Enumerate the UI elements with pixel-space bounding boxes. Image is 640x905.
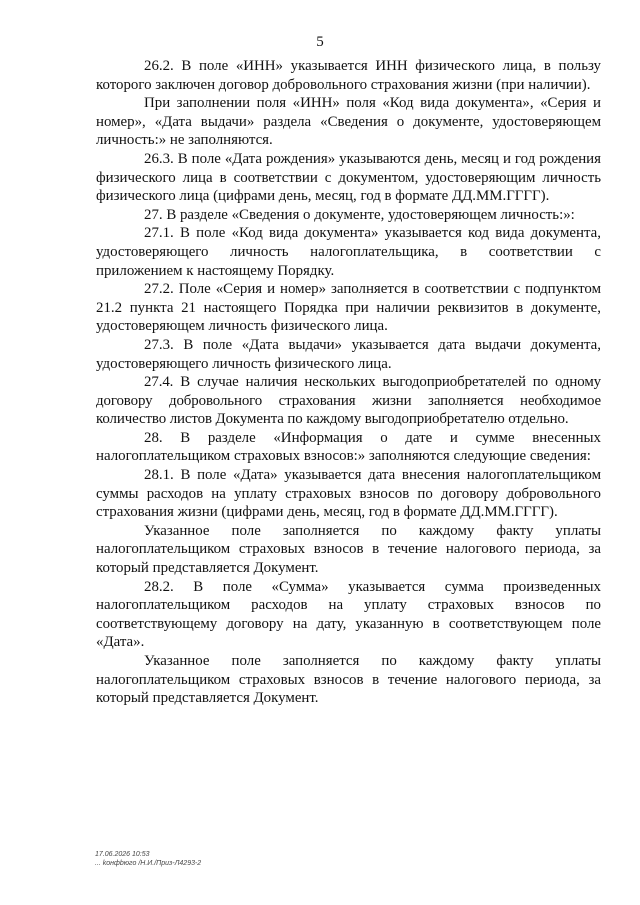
paragraph-27: 27. В разделе «Сведения о документе, удостоверяющем личность:»: [144, 206, 575, 223]
footer-stamp [95, 850, 201, 868]
footer-timestamp: 17.06.2026 10:53 [95, 851, 150, 858]
paragraph-28-2: 28.2. В поле «Сумма» указывается сумма произведенных налогоплательщиком расходов на уплату страховых взносов по соответствующему договору на дату, указанную в соответствующем поле «Дата». [96, 578, 601, 651]
paragraph-27-3: 27.3. В поле «Дата выдачи» указывается дата выдачи документа, удостоверяющего личность физического лица. [96, 336, 601, 372]
document-body [96, 57, 601, 708]
paragraph-28-1-note: Указанное поле заполняется по каждому факту уплаты налогоплательщиком страховых взносов в течение налогового периода, за который представляется Документ. [96, 522, 601, 577]
footer-reference: ... kонфbюгo /Н.И./Приз-Л4293-2 [95, 860, 202, 867]
paragraph-26-3: 26.3. В поле «Дата рождения» указываются день, месяц и год рождения физического лица в соответствии с документом, удостоверяющим личность физического лица (цифрами день, месяц, год в формате ДД.ММ.ГГГГ). [96, 150, 601, 205]
paragraph-28-1: 28.1. В поле «Дата» указывается дата внесения налогоплательщиком суммы расходов на уплату страховых взносов по договору добровольного страхования жизни (цифрами день, месяц, год в формате ДД.ММ.ГГГГ). [96, 467, 601, 521]
paragraph-27-2: 27.2. Поле «Серия и номер» заполняется в соответствии с подпунктом 21.2 пункта 21 настоящего Порядка при наличии реквизитов в документе, удостоверяющем личность физического лица. [96, 281, 601, 335]
paragraph-26-2: 26.2. В поле «ИНН» указывается ИНН физического лица, в пользу которого заключен договор добровольного страхования жизни (при наличии). [96, 58, 601, 93]
paragraph-26-2-note: При заполнении поля «ИНН» поля «Код вида документа», «Серия и номер», «Дата выдачи» раздела «Сведения о документе, удостоверяющем личность:» не заполняются. [96, 95, 601, 149]
paragraph-28: 28. В разделе «Информация о дате и сумме внесенных налогоплательщиком страховых взносов:» заполняются следующие сведения: [96, 429, 601, 465]
page-number: 5 [316, 34, 324, 50]
paragraph-28-2-note: Указанное поле заполняется по каждому факту уплаты налогоплательщиком страховых взносов в течение налогового периода, за который представляется Документ. [96, 653, 601, 707]
paragraph-27-4: 27.4. В случае наличия нескольких выгодоприобретателей по одному договору добровольного страхования жизни заполняется необходимое количество листов Документа по каждому выгодоприобретателю отдельно. [96, 374, 601, 428]
paragraph-27-1: 27.1. В поле «Код вида документа» указывается код вида документа, удостоверяющего личность налогоплательщика, в соответствии с приложением к настоящему Порядку. [96, 225, 601, 279]
